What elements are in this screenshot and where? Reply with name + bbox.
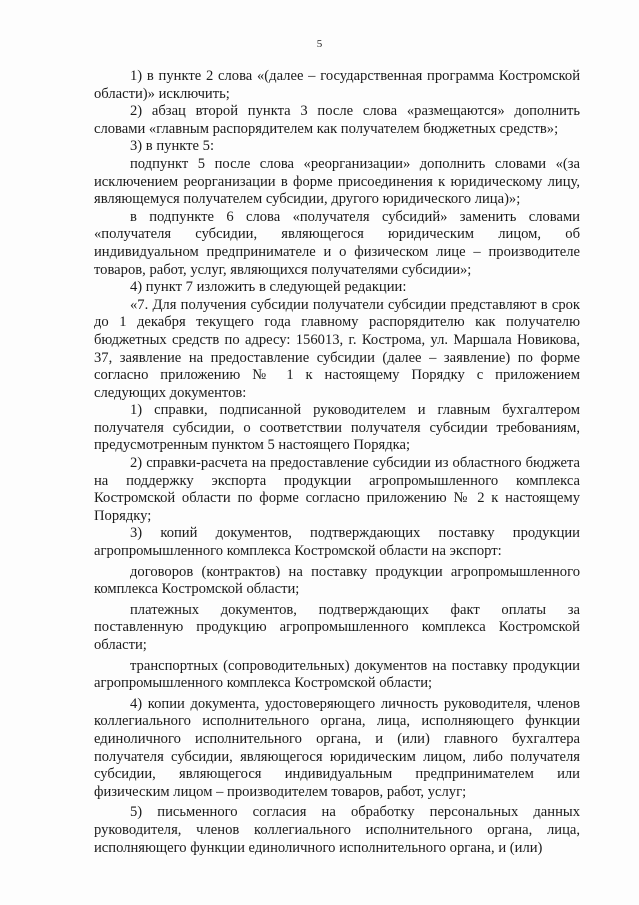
paragraph-10: 3) копий документов, подтверждающих поставку продукции агропромышленного комплекса Костромской области на экспорт: <box>94 525 580 560</box>
paragraph-3: 3) в пункте 5: <box>130 138 215 155</box>
paragraph-8: 1) справки, подписанной руководителем и главным бухгалтером получателя субсидии, о соответствии получателя субсидии требованиям, предусмотренным пунктом 5 настоящего Порядка; <box>94 402 580 454</box>
paragraph-12: платежных документов, подтверждающих факт оплаты за поставленную продукцию агропромышленного комплекса Костромской области; <box>94 601 580 653</box>
paragraph-14: 4) копии документа, удостоверяющего личность руководителя, членов коллегиального исполнительного органа, лица, исполняющего функции единоличного исполнительного органа, и (или) главного бухгалтера получателя субсидии, являющегося юридическим лицом, либо получателя субсидии, являющегося индивидуальным предпринимателем или физическим лицом – производителем товаров, работ, услуг; <box>94 695 580 800</box>
paragraph-9: 2) справки-расчета на предоставление субсидии из областного бюджета на поддержку экспорта продукции агропромышленного комплекса Костромской области по форме согласно приложению № 2 к настоящему Порядку; <box>94 455 580 524</box>
page-number: 5 <box>316 38 323 50</box>
paragraph-15: 5) письменного согласия на обработку персональных данных руководителя, членов коллегиального исполнительного органа, лица, исполняющего функции единоличного исполнительного органа, и (или) <box>94 804 580 856</box>
paragraph-7: «7. Для получения субсидии получатели субсидии представляют в срок до 1 декабря текущего года главному распорядителю как получателю бюджетных средств по адресу: 156013, г. Кострома, ул. Маршала Новикова, 37, заявление на предоставление субсидии (далее – заявление) по форме согласно приложению № 1 к настоящему Порядку с приложением следующих документов: <box>94 296 580 401</box>
paragraph-4: подпункт 5 после слова «реорганизации» дополнить словами «(за исключением реорганизации в форме присоединения к юридическому лицу, являющемуся получателем субсидии, другого юридического лица)»; <box>94 155 580 208</box>
paragraph-5: в подпункте 6 слова «получателя субсидий» заменить словами «получателя субсидии, являющегося юридическим лицом, об индивидуальном предпринимателе и о физическом лице – производителе товаров, работ, услуг, являющихся получателями субсидии»; <box>94 208 580 278</box>
document-body <box>94 68 580 857</box>
paragraph-11: договоров (контрактов) на поставку продукции агропромышленного комплекса Костромской области; <box>94 563 580 598</box>
paragraph-13: транспортных (сопроводительных) документов на поставку продукции агропромышленного комплекса Костромской области; <box>94 657 580 692</box>
paragraph-1: 1) в пункте 2 слова «(далее – государственная программа Костромской области)» исключить; <box>94 68 580 102</box>
paragraph-2: 2) абзац второй пункта 3 после слова «размещаются» дополнить словами «главным распорядителем как получателем бюджетных средств»; <box>94 103 580 137</box>
paragraph-6: 4) пункт 7 изложить в следующей редакции: <box>130 279 407 296</box>
